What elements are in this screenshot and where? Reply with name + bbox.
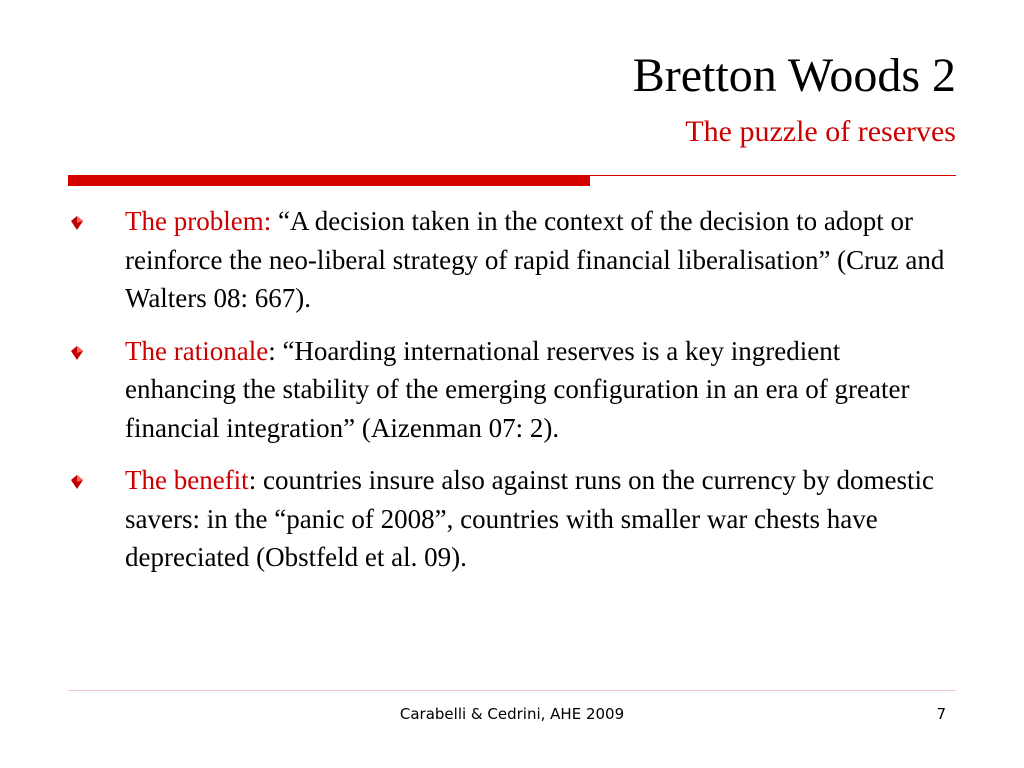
red-diamond-bullet-icon [71, 475, 83, 489]
red-diamond-bullet-icon [71, 216, 83, 230]
title-divider-thin [590, 175, 956, 176]
title-divider-thick [68, 175, 590, 186]
bullet-item-rationale [68, 332, 948, 448]
footer-credit: Carabelli & Cedrini, AHE 2009 [399, 705, 625, 723]
bullet-lead: The benefit [125, 465, 249, 495]
bullet-lead: The rationale [125, 335, 269, 366]
bullet-lead: The problem: [125, 206, 272, 236]
page-number: 7 [936, 705, 946, 723]
red-diamond-bullet-icon [71, 346, 83, 360]
slide-title: Bretton Woods 2 [632, 49, 956, 102]
footer-divider [68, 690, 956, 691]
bullet-list [68, 202, 948, 591]
slide-subtitle: The puzzle of reserves [685, 115, 956, 148]
bullet-text: : “Hoarding international reserves is a key ingredient enhancing the stability of the emerging configuration in an era of greater financial integration” (Aizenman 07: 2). [125, 335, 910, 443]
bullet-text: : countries insure also against runs on the currency by domestic savers: in the “panic of 2008”, countries with smaller war chests have depreciated (Obstfeld et al. 09). [125, 465, 935, 572]
bullet-item-benefit [68, 461, 948, 577]
bullet-text: “A decision taken in the context of the decision to adopt or reinforce the neo-liberal strategy of rapid financial liberalisation” (Cruz and Walters 08: 667). [125, 206, 945, 313]
bullet-item-problem [68, 202, 948, 318]
